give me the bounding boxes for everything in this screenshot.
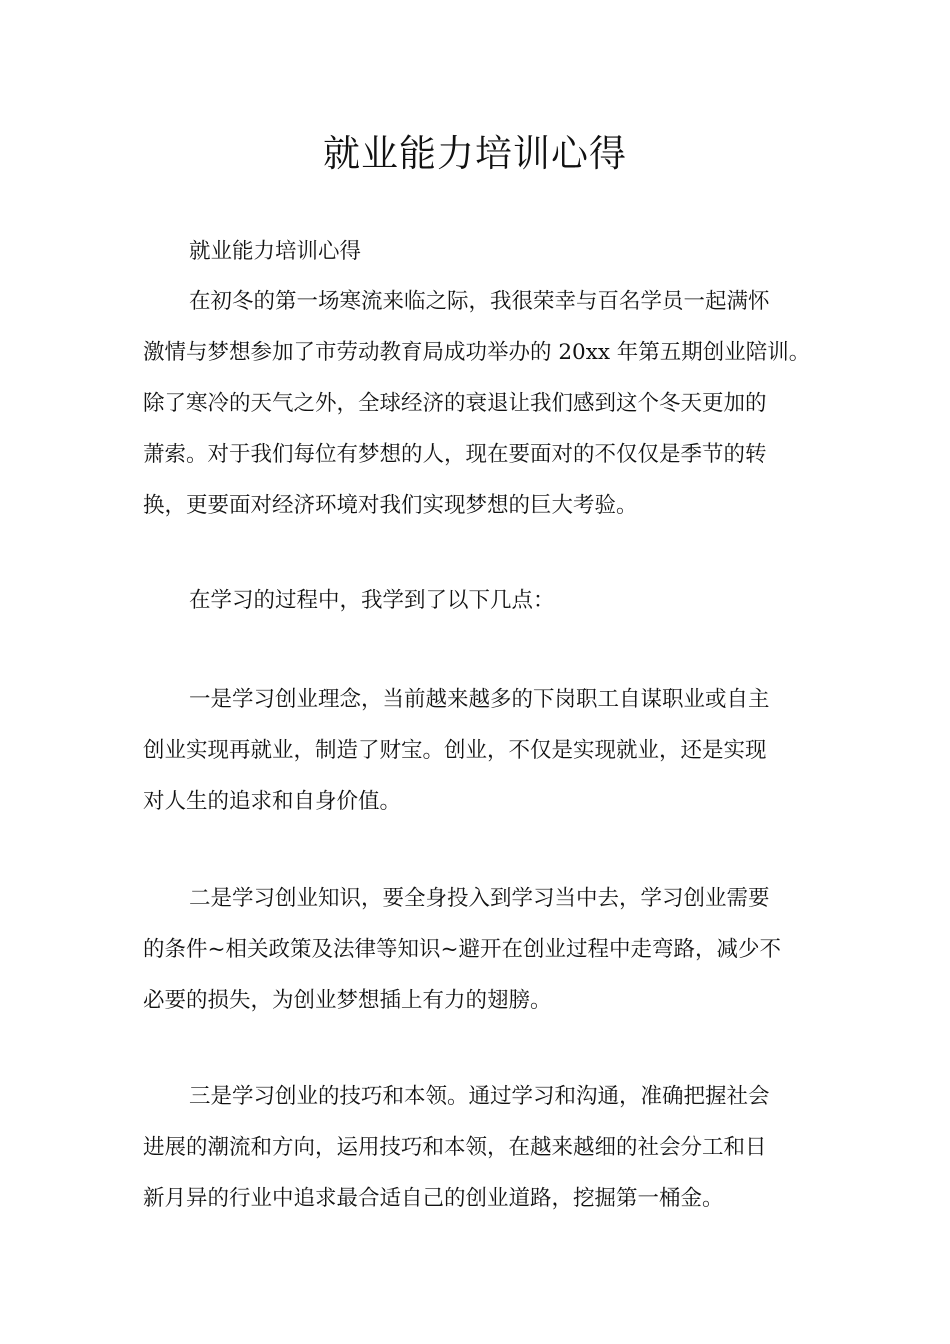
text-line: 萧索。对于我们每位有梦想的人，现在要面对的不仅仅是季节的转 [143, 442, 767, 467]
text-line: 就业能力培训心得 [189, 239, 362, 264]
paragraph-point-one [143, 674, 823, 827]
text-line: 换，更要面对经济环境对我们实现梦想的巨大考验。 [143, 493, 638, 518]
text-line: 必要的损失，为创业梦想插上有力的翅膀。 [143, 988, 552, 1013]
text-line: 在初冬的第一场寒流来临之际，我很荣幸与百名学员一起满怀 [189, 289, 770, 314]
text-line: 创业实现再就业，制造了财宝。创业，不仅是实现就业，还是实现 [143, 738, 767, 763]
paragraph-intro [143, 276, 823, 531]
text-line: 的条件~相关政策及法律等知识~避开在创业过程中走弯路，减少不 [143, 937, 782, 962]
document-title: 就业能力培训心得 [323, 132, 627, 175]
text-line: 新月异的行业中追求最合适自己的创业道路，挖掘第一桶金。 [143, 1186, 724, 1211]
paragraph-point-two [143, 873, 823, 1026]
text-line: 激情与梦想参加了市劳动教育局成功举办的 20xx 年第五期创业陪训。 [143, 340, 811, 365]
paragraph-point-three [143, 1071, 823, 1224]
text-line: 除了寒冷的天气之外，全球经济的衰退让我们感到这个冬天更加的 [143, 391, 767, 416]
text-line: 三是学习创业的技巧和本领。通过学习和沟通，准确把握社会 [189, 1084, 770, 1109]
text-line: 二是学习创业知识，要全身投入到学习当中去，学习创业需要 [189, 886, 770, 911]
paragraph-learning-points [143, 575, 823, 626]
text-line: 对人生的追求和自身价值。 [143, 789, 402, 814]
text-line: 一是学习创业理念，当前越来越多的下岗职工自谋职业或自主 [189, 687, 770, 712]
text-line: 进展的潮流和方向，运用技巧和本领，在越来越细的社会分工和日 [143, 1135, 767, 1160]
paragraph-subtitle [143, 226, 823, 277]
text-line: 在学习的过程中，我学到了以下几点： [189, 588, 555, 613]
